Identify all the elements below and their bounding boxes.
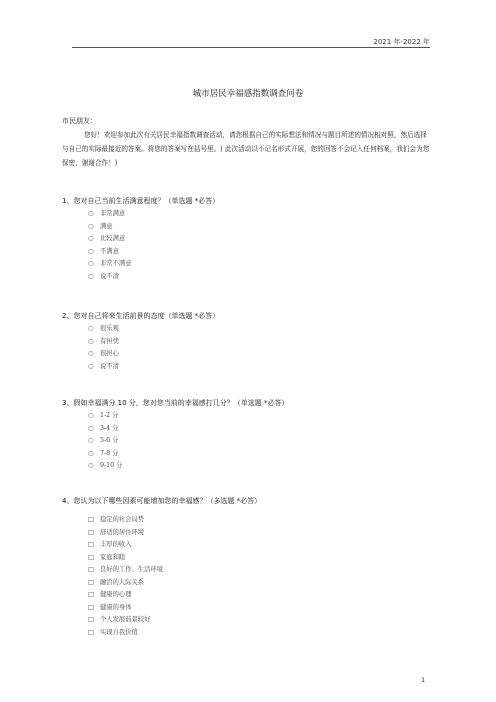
question-1: 1、您对自己当前生活满意程度？（单选题 *必答） bbox=[62, 197, 220, 205]
radio-option[interactable]: ○ 说不清 bbox=[88, 271, 131, 284]
checkbox-option[interactable]: □ 实现自我价值 bbox=[88, 627, 163, 640]
question-2-options bbox=[88, 323, 119, 373]
page-number: 1 bbox=[421, 676, 426, 684]
question-4-options bbox=[88, 514, 163, 639]
checkbox-option[interactable]: □ 良好的工作、生活环境 bbox=[88, 564, 163, 577]
checkbox-option[interactable]: □ 健康的身体 bbox=[88, 602, 163, 615]
radio-option[interactable]: ○ 3-4 分 bbox=[88, 423, 122, 436]
radio-option[interactable]: ○ 9-10 分 bbox=[88, 460, 122, 473]
radio-option[interactable]: ○ 不满意 bbox=[88, 246, 131, 259]
checkbox-icon[interactable]: □ bbox=[88, 553, 94, 561]
radio-option[interactable]: ○ 很担心 bbox=[88, 348, 119, 361]
checkbox-icon[interactable]: □ bbox=[88, 616, 94, 623]
checkbox-option[interactable]: □ 稳定的社会局势 bbox=[88, 514, 163, 527]
radio-icon[interactable]: ○ bbox=[88, 247, 94, 255]
question-4: 4、您认为以下哪些因素可能增加您的幸福感？（多选题 *必答） bbox=[62, 497, 262, 505]
radio-icon[interactable]: ○ bbox=[88, 272, 94, 280]
radio-icon[interactable]: ○ bbox=[88, 222, 94, 230]
radio-icon[interactable]: ○ bbox=[88, 462, 94, 469]
checkbox-option[interactable]: □ 舒适的居住环境 bbox=[88, 527, 163, 540]
checkbox-option[interactable]: □ 家庭和睦 bbox=[88, 552, 163, 565]
radio-option[interactable]: ○ 非常不满意 bbox=[88, 258, 131, 271]
radio-icon[interactable]: ○ bbox=[88, 337, 94, 345]
checkbox-icon[interactable]: □ bbox=[88, 541, 94, 548]
radio-option[interactable]: ○ 很乐观 bbox=[88, 323, 119, 336]
question-3-options bbox=[88, 410, 122, 473]
radio-icon[interactable]: ○ bbox=[88, 235, 94, 242]
radio-icon[interactable]: ○ bbox=[88, 449, 94, 457]
checkbox-icon[interactable]: □ bbox=[88, 528, 94, 536]
radio-icon[interactable]: ○ bbox=[88, 325, 94, 332]
checkbox-option[interactable]: □ 丰厚的收入 bbox=[88, 539, 163, 552]
header-rule bbox=[72, 47, 430, 48]
greeting: 市民朋友： bbox=[62, 117, 97, 125]
radio-option[interactable]: ○ 满意 bbox=[88, 221, 131, 234]
checkbox-icon[interactable]: □ bbox=[88, 566, 94, 573]
radio-icon[interactable]: ○ bbox=[88, 362, 94, 370]
radio-option[interactable]: ○ 比较满意 bbox=[88, 233, 131, 246]
checkbox-option[interactable]: □ 融洽的人际关系 bbox=[88, 577, 163, 590]
question-1-options bbox=[88, 208, 131, 283]
page-header-year: 2021 年-2022 年 bbox=[373, 38, 430, 46]
checkbox-icon[interactable]: □ bbox=[88, 628, 94, 636]
checkbox-icon[interactable]: □ bbox=[88, 516, 94, 523]
document-title: 城市居民幸福感指数调查问卷 bbox=[192, 89, 304, 99]
radio-option[interactable]: ○ 非常满意 bbox=[88, 208, 131, 221]
intro-paragraph: 您好！欢迎参加此次有关居民幸福指数调查活动，请您根据自己的实际想法和情况与题目所述的情况相对照，然后选择与自己的实际最接近的答案。将您的答案写在括号里。( 此次活动以不记名形式开展，您的回答不会记入任何档案，我们会为您保密，谢谢合作！) bbox=[62, 131, 430, 167]
checkbox-icon[interactable]: □ bbox=[88, 578, 94, 586]
radio-option[interactable]: ○ 7-8 分 bbox=[88, 448, 122, 461]
checkbox-option[interactable]: □ 健康的心理 bbox=[88, 589, 163, 602]
radio-option[interactable]: ○ 1-2 分 bbox=[88, 410, 122, 423]
checkbox-option[interactable]: □ 个人发展前景较好 bbox=[88, 614, 163, 627]
radio-option[interactable]: ○ 5-6 分 bbox=[88, 435, 122, 448]
radio-icon[interactable]: ○ bbox=[88, 260, 94, 267]
radio-icon[interactable]: ○ bbox=[88, 210, 94, 217]
radio-icon[interactable]: ○ bbox=[88, 424, 94, 432]
radio-icon[interactable]: ○ bbox=[88, 437, 94, 444]
checkbox-icon[interactable]: □ bbox=[88, 591, 94, 598]
question-2: 2、您对自己将来生活前景的态度（单选题 *必答） bbox=[62, 312, 220, 320]
radio-icon[interactable]: ○ bbox=[88, 350, 94, 357]
question-3: 3、假如幸福满分 10 分，您对您当前的幸福感打几分？（单选题 *必答） bbox=[62, 399, 289, 407]
radio-icon[interactable]: ○ bbox=[88, 412, 94, 419]
checkbox-icon[interactable]: □ bbox=[88, 603, 94, 611]
radio-option[interactable]: ○ 有担忧 bbox=[88, 336, 119, 349]
radio-option[interactable]: ○ 说不清 bbox=[88, 361, 119, 374]
